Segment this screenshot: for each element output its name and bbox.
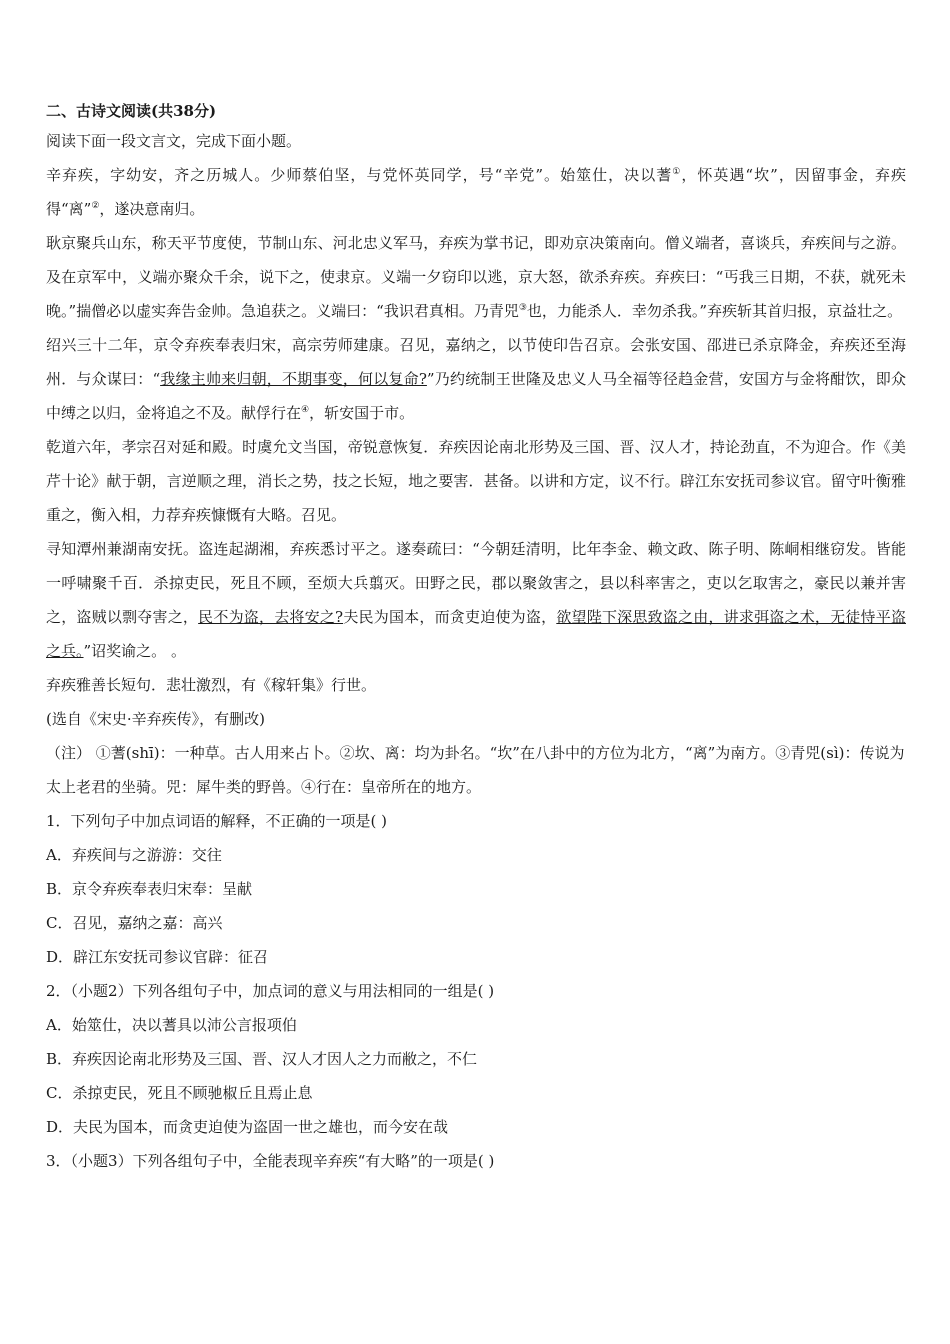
question-1-option-d: D．辟江东安抚司参议官辟：征召 (46, 948, 269, 966)
underlined-sentence-1: 我缘主帅来归朝，不期事变，何以复命? (160, 370, 427, 388)
question-2-option-a: A．始筮仕，决以蓍具以沛公言报项伯 (46, 1016, 297, 1034)
question-2-option-d: D．夫民为国本，而贪吏迫使为盗固一世之雄也，而今安在哉 (46, 1118, 449, 1136)
question-2-stem: 2．（小题2）下列各组句子中，加点词的意义与用法相同的一组是( ) (46, 982, 495, 1000)
section-title: 二、古诗文阅读(共38分) (46, 102, 217, 120)
underlined-sentence-3: 欲望陛下深思致盗之由，讲求弭盗之术，无徒恃平盗之兵。 (46, 608, 906, 660)
instruction: 阅读下面一段文言文，完成下面小题。 (46, 132, 302, 150)
passage-paragraph-2: 耿京聚兵山东，称天平节度使，节制山东、河北忠义军马，弃疾为掌书记，即劝京决策南向。僧义端者，喜谈兵，弃疾间与之游。及在京军中，义端亦聚众千余，说下之，使隶京。义端一夕窃印以逃，京大怒，欲杀弃疾。弃疾曰：“丐我三日期，不获，就死未晚。”揣僧必以虚实奔告金帅。急追获之。义端曰：“我识君真相。乃青兕③也，力能杀人．幸勿杀我。”弃疾斩其首归报，京益壮之。 (46, 234, 906, 320)
question-2-option-c: C．杀掠吏民，死且不顾驰椒丘且焉止息 (46, 1084, 313, 1102)
footnotes: （注） ①蓍(shī)：一种草。古人用来占卜。②坎、离：均为卦名。“坎”在八卦中的方位为北方，“离”为南方。③青兕(sì)：传说为太上老君的坐骑。兕：犀牛类的野兽。④行在：皇帝所在的地方。 (46, 744, 905, 796)
question-2-option-b: B．弃疾因论南北形势及三国、晋、汉人才因人之力而敝之，不仁 (46, 1050, 478, 1068)
footnote-marker-4: ④ (301, 405, 310, 415)
footnote-marker-2: ② (91, 201, 100, 211)
passage-paragraph-4: 乾道六年，孝宗召对延和殿。时虞允文当国，帝锐意恢复．弃疾因论南北形势及三国、晋、汉人才，持论劲直，不为迎合。作《美芹十论》献于朝，言逆顺之理，消长之势，技之长短，地之要害．甚备。以讲和方定，议不行。辟江东安抚司参议官。留守叶衡雅重之，衡入相，力荐弃疾慷慨有大略。召见。 (46, 438, 906, 524)
underlined-sentence-2: 民不为盗，去将安之? (198, 608, 344, 626)
question-3-stem: 3．（小题3）下列各组句子中，全能表现辛弃疾“有大略”的一项是( ) (46, 1152, 495, 1170)
question-1-stem: 1．下列句子中加点词语的解释，不正确的一项是( ) (46, 812, 388, 830)
passage-source: (选自《宋史·辛弃疾传》，有删改) (46, 710, 265, 728)
question-1-option-b: B．京令弃疾奉表归宋奉：呈献 (46, 880, 253, 898)
footnote-marker-3: ③ (518, 303, 527, 313)
passage-paragraph-6: 弃疾雅善长短句．悲壮激烈，有《稼轩集》行世。 (46, 676, 377, 694)
passage-paragraph-1: 辛弃疾，字幼安，齐之历城人。少师蔡伯坚，与党怀英同学，号“辛党”。始筮仕，决以蓍①，怀英遇“坎”，因留事金，弃疾得“离”②，遂决意南归。 (46, 166, 906, 218)
passage-paragraph-5: 寻知潭州兼湖南安抚。盗连起湖湘，弃疾悉讨平之。遂奏疏曰：“今朝廷清明，比年李金、赖文政、陈子明、陈峒相继窃发。皆能一呼啸聚千百．杀掠吏民，死且不顾，至烦大兵翦灭。田野之民，郡以聚敛害之，县以科率害之，吏以乞取害之，豪民以兼并害之，盗贼以剽夺害之，民不为盗，去将安之?夫民为国本，而贪吏迫使为盗，欲望陛下深思致盗之由，讲求弭盗之术，无徒恃平盗之兵。”诏奖谕之。 。 (46, 540, 906, 660)
footnote-marker-1: ① (672, 167, 682, 177)
passage-paragraph-3: 绍兴三十二年，京令弃疾奉表归宋，高宗劳师建康。召见，嘉纳之，以节使印告召京。会张安国、邵进已杀京降金，弃疾还至海州．与众谋曰：“我缘主帅来归朝，不期事变，何以复命?”乃约统制王世隆及忠义人马全福等径趋金营，安国方与金将酣饮，即众中缚之以归，金将追之不及。献俘行在④，斩安国于市。 (46, 336, 907, 422)
document-page (46, 100, 906, 1178)
question-1-option-c: C．召见，嘉纳之嘉：高兴 (46, 914, 223, 932)
question-1-option-a: A．弃疾间与之游游：交往 (46, 846, 222, 864)
